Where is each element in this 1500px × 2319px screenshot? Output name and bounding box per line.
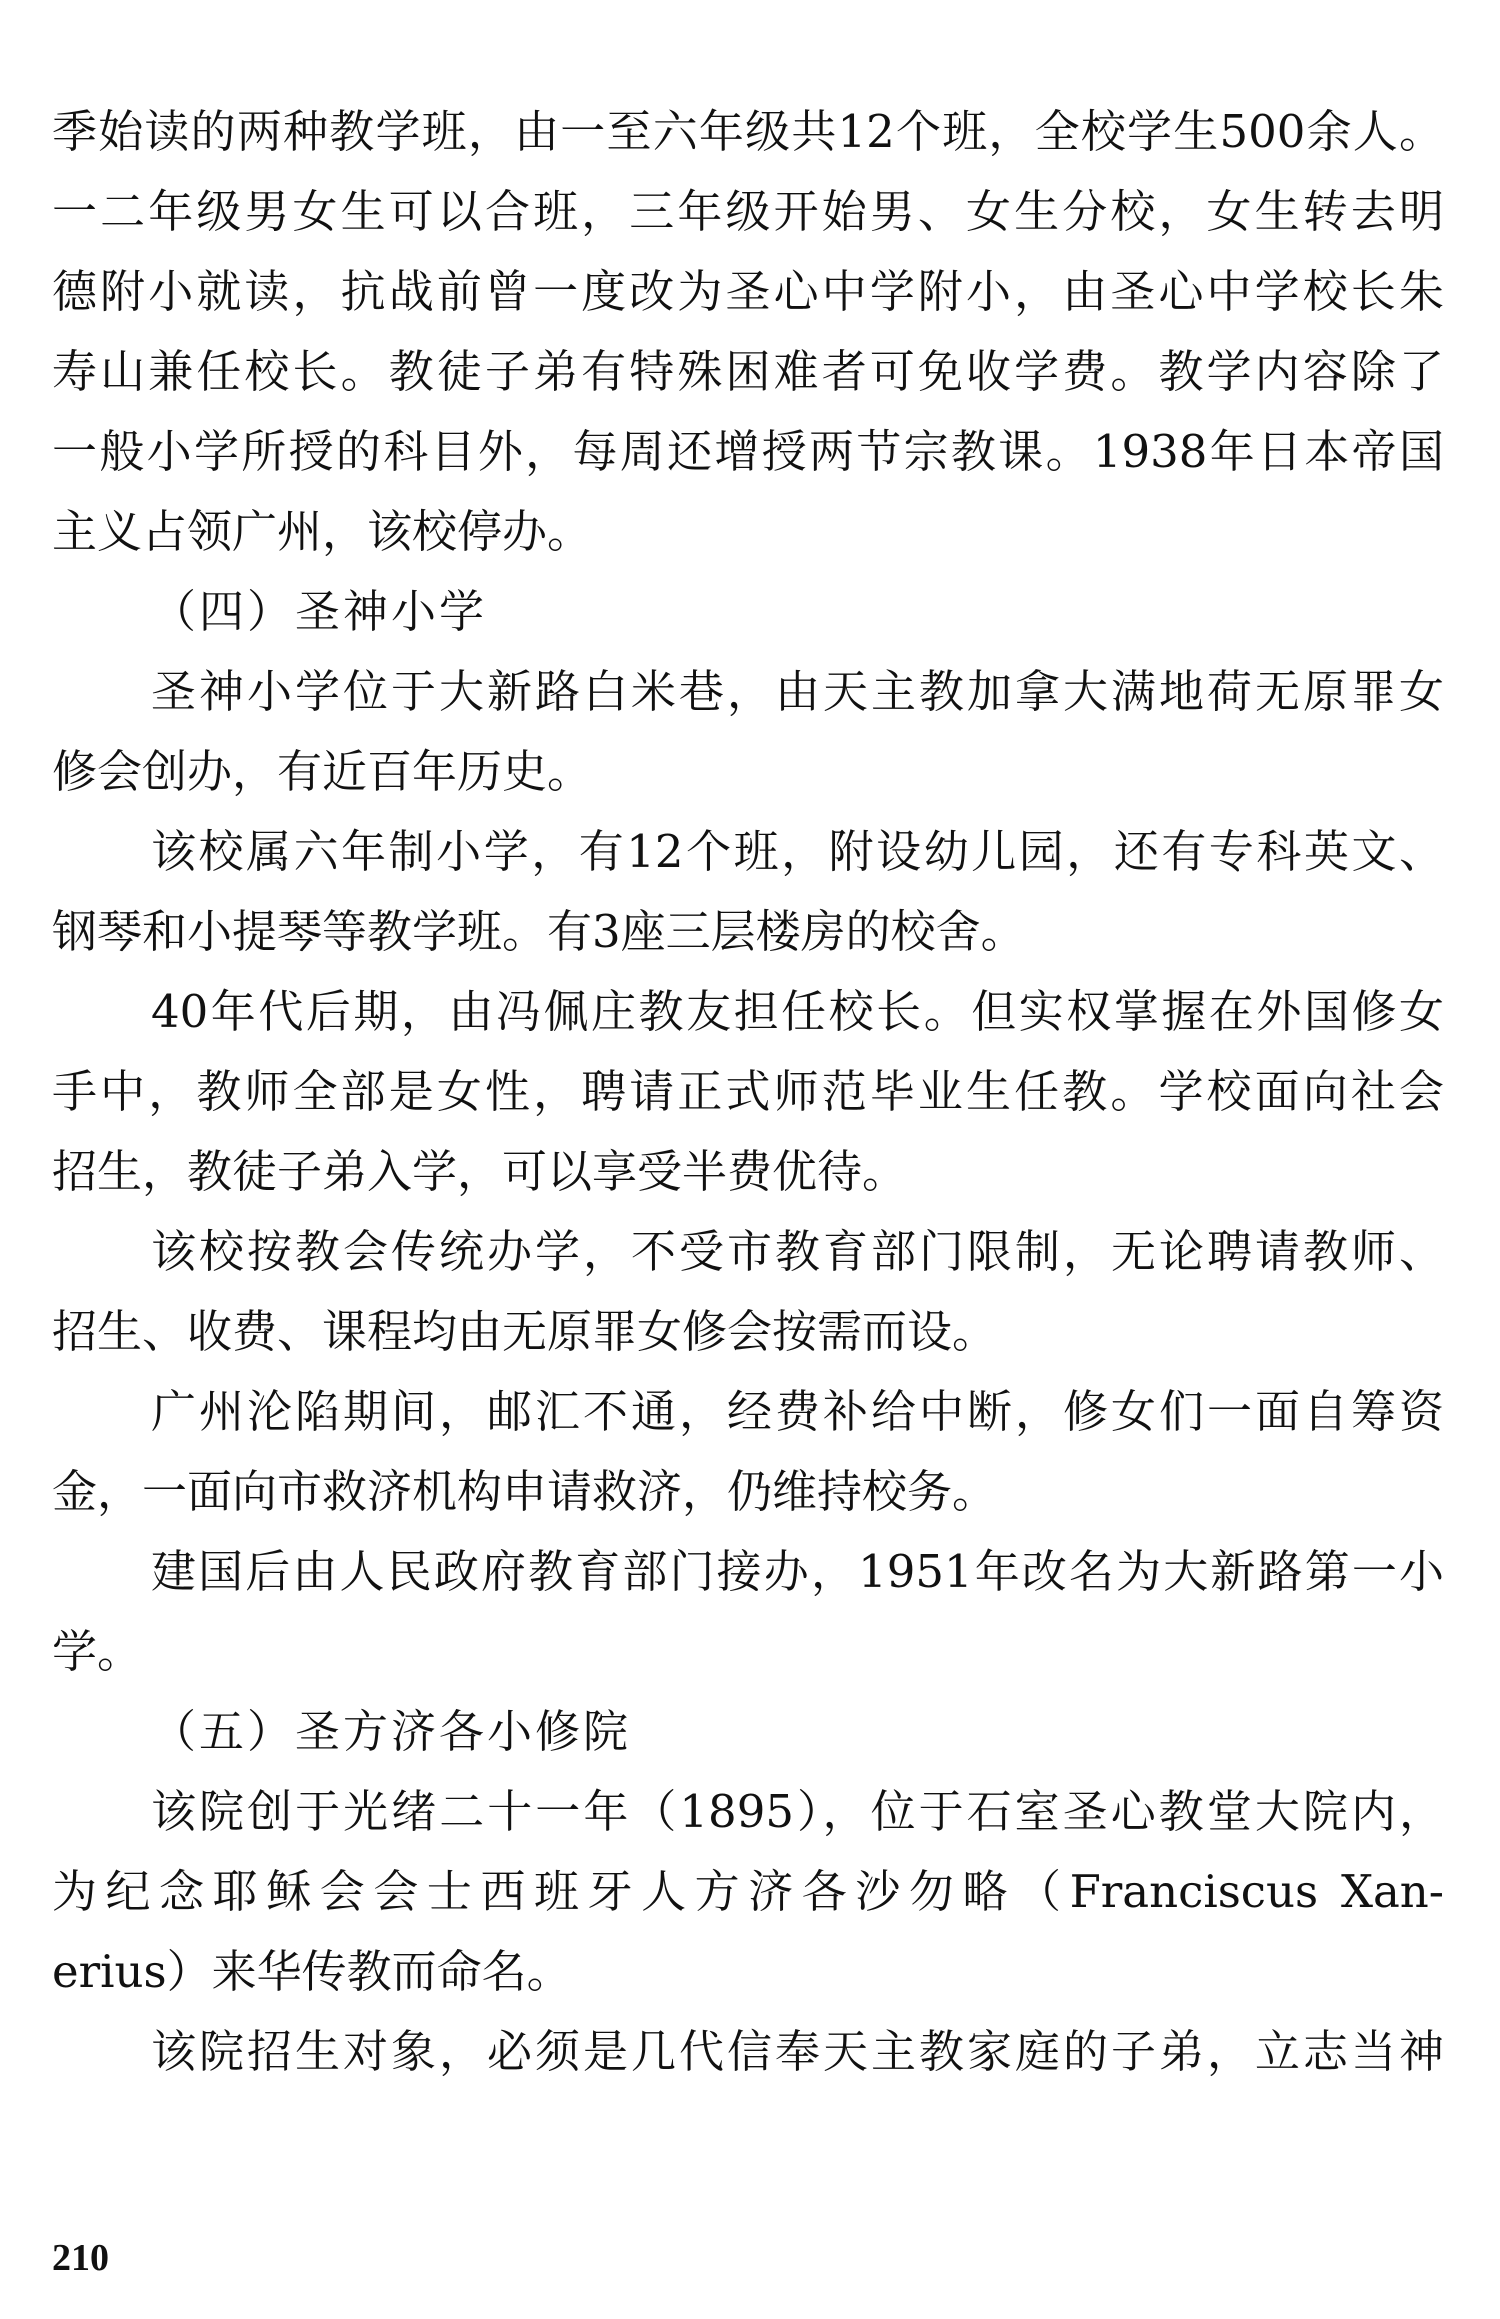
section-heading: （四）圣神小学 (151, 585, 488, 638)
text-line: 圣神小学位于大新路白米巷，由天主教加拿大满地荷无原罪女 (151, 665, 1444, 718)
text-line: 主义占领广州，该校停办。 (52, 505, 593, 558)
text-line: 广州沦陷期间，邮汇不通，经费补给中断，修女们一面自筹资 (151, 1385, 1444, 1438)
text-line: 招生，教徒子弟入学，可以享受半费优待。 (52, 1145, 908, 1198)
text-line: 一般小学所授的科目外，每周还增授两节宗教课。1938年日本帝国 (52, 425, 1444, 478)
text-line: 寿山兼任校长。教徒子弟有特殊困难者可免收学费。教学内容除了 (52, 345, 1444, 398)
text-line: 手中，教师全部是女性，聘请正式师范毕业生任教。学校面向社会 (52, 1065, 1444, 1118)
text-line: 一二年级男女生可以合班，三年级开始男、女生分校，女生转去明 (52, 185, 1444, 238)
text-line: 40年代后期，由冯佩庄教友担任校长。但实权掌握在外国修女 (151, 985, 1444, 1038)
body-text (52, 92, 1444, 2092)
text-line: 为纪念耶稣会会士西班牙人方济各沙勿略（Franciscus Xan- (52, 1865, 1444, 1918)
text-line: 德附小就读，抗战前曾一度改为圣心中学附小，由圣心中学校长朱 (52, 265, 1444, 318)
section-heading: （五）圣方济各小修院 (151, 1705, 632, 1758)
text-line: erius）来华传教而命名。 (52, 1945, 572, 1998)
text-line: 该校属六年制小学，有12个班，附设幼儿园，还有专科英文、 (151, 825, 1444, 878)
page-number: 210 (52, 2237, 109, 2279)
text-line: 金，一面向市救济机构申请救济，仍维持校务。 (52, 1465, 998, 1518)
text-line: 修会创办，有近百年历史。 (52, 745, 593, 798)
text-line: 钢琴和小提琴等教学班。有3座三层楼房的校舍。 (52, 905, 1026, 958)
text-line: 学。 (52, 1625, 143, 1678)
text-line: 建国后由人民政府教育部门接办，1951年改名为大新路第一小 (151, 1545, 1444, 1598)
text-line: 季始读的两种教学班，由一至六年级共12个班，全校学生500余人。 (52, 105, 1444, 158)
text-line: 该院招生对象，必须是几代信奉天主教家庭的子弟，立志当神 (151, 2025, 1444, 2078)
text-line: 招生、收费、课程均由无原罪女修会按需而设。 (52, 1305, 998, 1358)
text-line: 该院创于光绪二十一年（1895），位于石室圣心教堂大院内， (151, 1785, 1444, 1838)
text-line: 该校按教会传统办学，不受市教育部门限制，无论聘请教师、 (151, 1225, 1444, 1278)
